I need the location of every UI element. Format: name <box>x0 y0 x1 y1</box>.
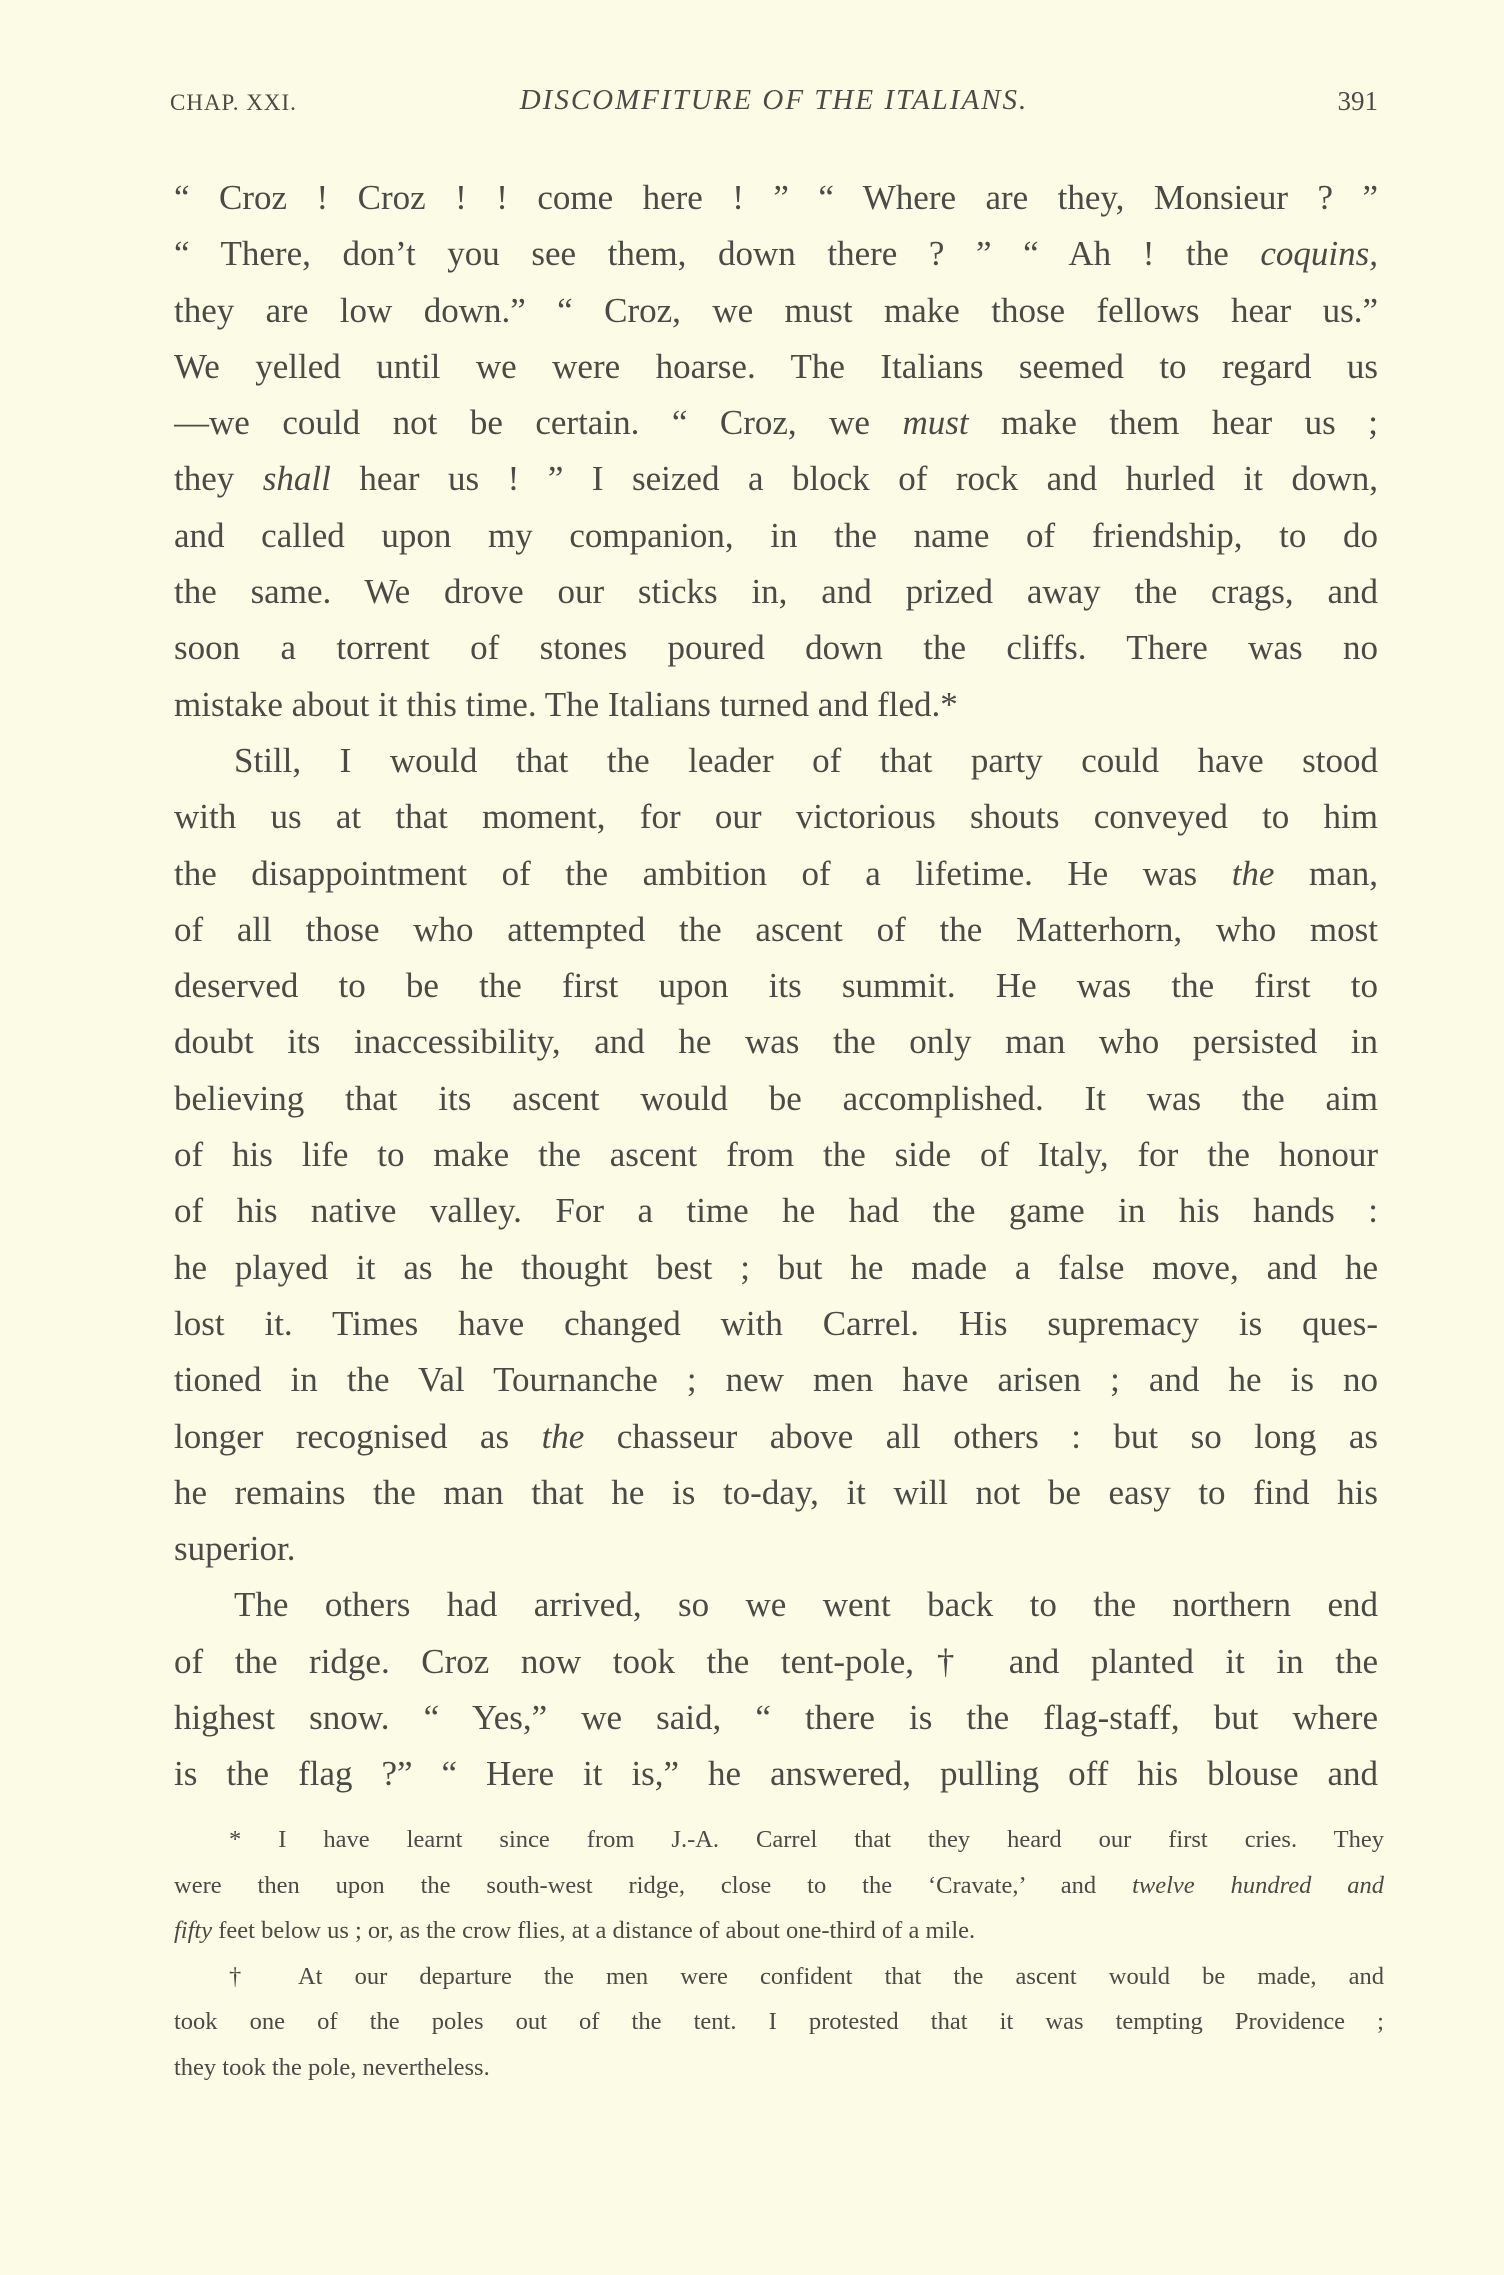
text-line <box>174 733 1378 789</box>
text-segment: believing that its ascent would be accomplished. It was the aim <box>174 1078 1378 1118</box>
text-line <box>174 339 1378 395</box>
italic-text: coquins, <box>1260 234 1378 274</box>
text-line <box>174 395 1378 451</box>
running-title: DISCOMFITURE OF THE ITALIANS. <box>519 84 1029 116</box>
text-line <box>174 1240 1378 1296</box>
text-line <box>174 1409 1378 1465</box>
footnote-line <box>174 1863 1384 1909</box>
text-line <box>174 170 1378 226</box>
footnote-line <box>174 1999 1384 2045</box>
text-line <box>174 846 1378 902</box>
text-segment: were then upon the south-west ridge, close to the ‘Cravate,’ and <box>174 1871 1133 1899</box>
italic-text: must <box>902 403 969 443</box>
text-line <box>174 1690 1378 1746</box>
italic-text: twelve hundred and <box>1132 1871 1384 1899</box>
text-segment: doubt its inaccessibility, and he was the only man who persisted in <box>174 1022 1378 1062</box>
text-segment: tioned in the Val Tournanche ; new men have arisen ; and he is no <box>174 1360 1378 1400</box>
text-line <box>174 1183 1378 1239</box>
text-segment: “ Croz ! Croz ! ! come here ! ” “ Where are they, Monsieur ? ” <box>174 178 1378 217</box>
text-segment: they took the pole, nevertheless. <box>174 2053 490 2081</box>
italic-text: the <box>541 1416 585 1456</box>
text-segment: —we could not be certain. “ Croz, we <box>174 403 903 443</box>
text-segment: mistake about it this time. The Italians turned and fled.* <box>174 684 958 724</box>
text-line <box>174 789 1378 845</box>
text-segment: longer recognised as <box>174 1416 542 1456</box>
text-line <box>174 226 1378 282</box>
footnote-line <box>174 2045 1384 2091</box>
text-segment: of the ridge. Croz now took the tent-pole,† and planted it in the <box>174 1641 1378 1681</box>
text-segment: and called upon my companion, in the name of friendship, to do <box>174 515 1378 555</box>
text-line <box>174 564 1378 620</box>
text-segment: of all those who attempted the ascent of the Matterhorn, who most <box>174 909 1378 949</box>
text-line <box>174 677 1378 733</box>
text-line <box>174 1014 1378 1070</box>
italic-text: the <box>1231 853 1275 893</box>
text-segment: “ There, don’t you see them, down there ? ” “ Ah ! the <box>174 234 1261 274</box>
text-segment: he played it as he thought best ; but he made a false move, and he <box>174 1247 1378 1287</box>
text-segment: deserved to be the first upon its summit. He was the first to <box>174 966 1378 1006</box>
italic-text: fifty <box>174 1917 213 1945</box>
text-segment: We yelled until we were hoarse. The Italians seemed to regard us <box>174 346 1378 386</box>
italic-text: shall <box>262 459 331 499</box>
text-segment: lost it. Times have changed with Carrel. His supremacy is ques- <box>174 1303 1378 1343</box>
text-line <box>174 958 1378 1014</box>
text-segment: man, <box>1274 853 1378 893</box>
text-segment: † At our departure the men were confident that the ascent would be made, and <box>229 1962 1384 1990</box>
footnote-line <box>174 1817 1384 1863</box>
text-segment: feet below us ; or, as the crow flies, at a distance of about one-third of a mile. <box>212 1917 976 1945</box>
text-line <box>174 1296 1378 1352</box>
text-line <box>174 508 1378 564</box>
text-line <box>174 1352 1378 1408</box>
text-line <box>174 283 1378 339</box>
text-line <box>174 451 1378 507</box>
text-segment: chasseur above all others : but so long as <box>584 1416 1378 1456</box>
text-segment: he remains the man that he is to-day, it will not be easy to find his <box>174 1472 1378 1512</box>
text-line <box>174 1746 1378 1802</box>
body-text <box>174 170 1378 1803</box>
text-segment: the disappointment of the ambition of a lifetime. He was <box>174 853 1232 893</box>
text-line <box>174 902 1378 958</box>
text-segment: they are low down.” “ Croz, we must make those fellows hear us.” <box>174 290 1378 330</box>
text-segment: with us at that moment, for our victorious shouts conveyed to him <box>174 797 1378 837</box>
text-segment: soon a torrent of stones poured down the cliffs. There was no <box>174 628 1378 668</box>
chapter-label: CHAP. XXI. <box>170 90 297 115</box>
page-number: 391 <box>1337 86 1378 116</box>
text-segment: * I have learnt since from J.-A. Carrel that they heard our first cries. They <box>229 1826 1384 1853</box>
running-header <box>170 84 1378 128</box>
text-line <box>174 1071 1378 1127</box>
text-line <box>174 1577 1378 1633</box>
footnotes <box>174 1817 1384 2091</box>
text-segment: the same. We drove our sticks in, and prized away the crags, and <box>174 572 1378 612</box>
text-line <box>174 1521 1378 1577</box>
text-segment: hear us ! ” I seized a block of rock and hurled it down, <box>330 459 1378 499</box>
text-segment: of his native valley. For a time he had the game in his hands : <box>174 1191 1378 1231</box>
footnote-line <box>174 1954 1384 2000</box>
text-line <box>174 620 1378 676</box>
text-segment: Still, I would that the leader of that party could have stood <box>234 740 1378 780</box>
text-line <box>174 1465 1378 1521</box>
text-line <box>174 1634 1378 1690</box>
text-segment: highest snow. “ Yes,” we said, “ there is the flag-staff, but where <box>174 1698 1378 1738</box>
text-segment: make them hear us ; <box>968 403 1378 443</box>
text-segment: took one of the poles out of the tent. I protested that it was tempting Providence ; <box>174 2008 1384 2036</box>
text-line <box>174 1127 1378 1183</box>
text-segment: The others had arrived, so we went back to the northern end <box>234 1585 1378 1625</box>
text-segment: superior. <box>174 1529 296 1569</box>
text-segment: of his life to make the ascent from the side of Italy, for the honour <box>174 1135 1378 1175</box>
text-segment: is the flag ?” “ Here it is,” he answered, pulling off his blouse and <box>174 1754 1378 1794</box>
text-segment: they <box>174 459 263 499</box>
footnote-line <box>174 1908 1384 1954</box>
